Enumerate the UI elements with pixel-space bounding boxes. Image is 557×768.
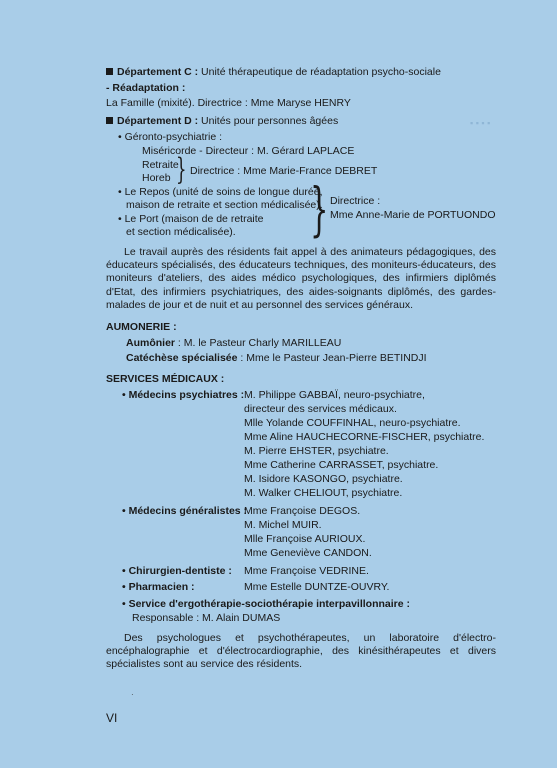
ergo-label: • Service d'ergothérapie-sociothérapie interpavillonnaire : <box>122 598 411 610</box>
square-bullet-icon <box>106 117 113 124</box>
brace-icon: } <box>310 175 329 243</box>
port-line-2: et section médicalisée). <box>126 226 236 238</box>
geronto-directrice: Directrice : Mme Marie-France DEBRET <box>190 165 378 177</box>
psy-item: M. Walker CHELIOUT, psychiatre. <box>244 487 403 499</box>
dept-c-label: Département C : <box>117 66 199 78</box>
horeb-label: Horeb <box>142 172 171 184</box>
misericorde-line: Miséricorde - Directeur : M. Gérard LAPLACE <box>142 145 355 157</box>
pharma-value: Mme Estelle DUNTZE-OUVRY. <box>244 581 390 593</box>
page-number: VI <box>106 711 118 725</box>
psy-item: directeur des services médicaux. <box>244 403 397 415</box>
repos-directrice-name: Mme Anne-Marie de PORTUONDO <box>330 209 496 221</box>
stray-mark: · <box>131 690 134 699</box>
readaptation-line: La Famille (mixité). Directrice : Mme Maryse HENRY <box>106 97 351 109</box>
dept-d-line <box>106 115 338 128</box>
psy-item: Mlle Yolande COUFFINHAL, neuro-psychiatre. <box>244 417 461 429</box>
catechese-value: : Mme le Pasteur Jean-Pierre BETINDJI <box>237 352 427 364</box>
dept-d-label: Département D : <box>117 115 199 127</box>
staff-paragraph: Le travail auprès des résidents fait appel à des animateurs pédagogiques, des éducateurs spécialisés, des éducateurs techniques, des moniteurs-éducateurs, des moniteurs d'ateliers, des aides médico psychologiques, des infirmiers diplômés d'Etat, des infirmiers psychiatriques, des aides-soignants diplômés, des gardes-malades de jour et de nuit et au personnel des services généraux. <box>106 246 496 311</box>
psy-item: M. Isidore KASONGO, psychiatre. <box>244 473 403 485</box>
ergo-responsable: Responsable : M. Alain DUMAS <box>132 612 281 624</box>
repos-line-1: • Le Repos (unité de soins de longue durée, <box>118 186 323 198</box>
repos-directrice-label: Directrice : <box>330 195 381 207</box>
aumonerie-title: AUMONERIE : <box>106 321 177 333</box>
gen-item: Mme Geneviève CANDON. <box>244 547 372 559</box>
show-through-text: ▪ ▪ ▪ ▪ <box>470 118 491 128</box>
catechese-line <box>126 352 427 365</box>
pharma-label: • Pharmacien : <box>122 581 195 593</box>
dept-d-desc: Unités pour personnes âgées <box>198 115 339 127</box>
readaptation-title: - Réadaptation : <box>106 82 186 94</box>
aumonier-label: Aumônier <box>126 337 176 349</box>
retraite-label: Retraite <box>142 159 179 171</box>
psy-item: Mme Aline HAUCHECORNE-FISCHER, psychiatre. <box>244 431 485 443</box>
repos-line-2: maison de retraite et section médicalisée). <box>126 199 323 211</box>
psy-item: Mme Catherine CARRASSET, psychiatre. <box>244 459 439 471</box>
dept-c-line <box>106 66 441 79</box>
geronto-title: • Géronto-psychiatrie : <box>118 131 223 143</box>
catechese-label: Catéchèse spécialisée <box>126 352 238 364</box>
psy-item: M. Philippe GABBAÏ, neuro-psychiatre, <box>244 389 425 401</box>
dept-c-desc: Unité thérapeutique de réadaptation psycho-sociale <box>198 66 441 78</box>
gen-item: Mlle Françoise AURIOUX. <box>244 533 366 545</box>
port-line-1: • Le Port (maison de de retraite <box>118 213 264 225</box>
gen-label: • Médecins généralistes : <box>122 505 248 517</box>
brace-icon: } <box>176 152 187 187</box>
gen-item: M. Michel MUIR. <box>244 519 322 531</box>
psy-label: • Médecins psychiatres : <box>122 389 245 401</box>
services-title: SERVICES MÉDICAUX : <box>106 373 225 385</box>
gen-item: Mme Françoise DEGOS. <box>244 505 361 517</box>
dentiste-value: Mme Françoise VEDRINE. <box>244 565 369 577</box>
psy-item: M. Pierre EHSTER, psychiatre. <box>244 445 389 457</box>
specialists-paragraph: Des psychologues et psychothérapeutes, un laboratoire d'électro-encéphalographie et d'électrocardiographie, des kinésithérapeutes et divers spécialistes sont au service des résidents. <box>106 632 496 671</box>
dentiste-label: • Chirurgien-dentiste : <box>122 565 232 577</box>
square-bullet-icon <box>106 68 113 75</box>
aumonier-value: : M. le Pasteur Charly MARILLEAU <box>175 337 342 349</box>
aumonier-line <box>126 337 341 350</box>
